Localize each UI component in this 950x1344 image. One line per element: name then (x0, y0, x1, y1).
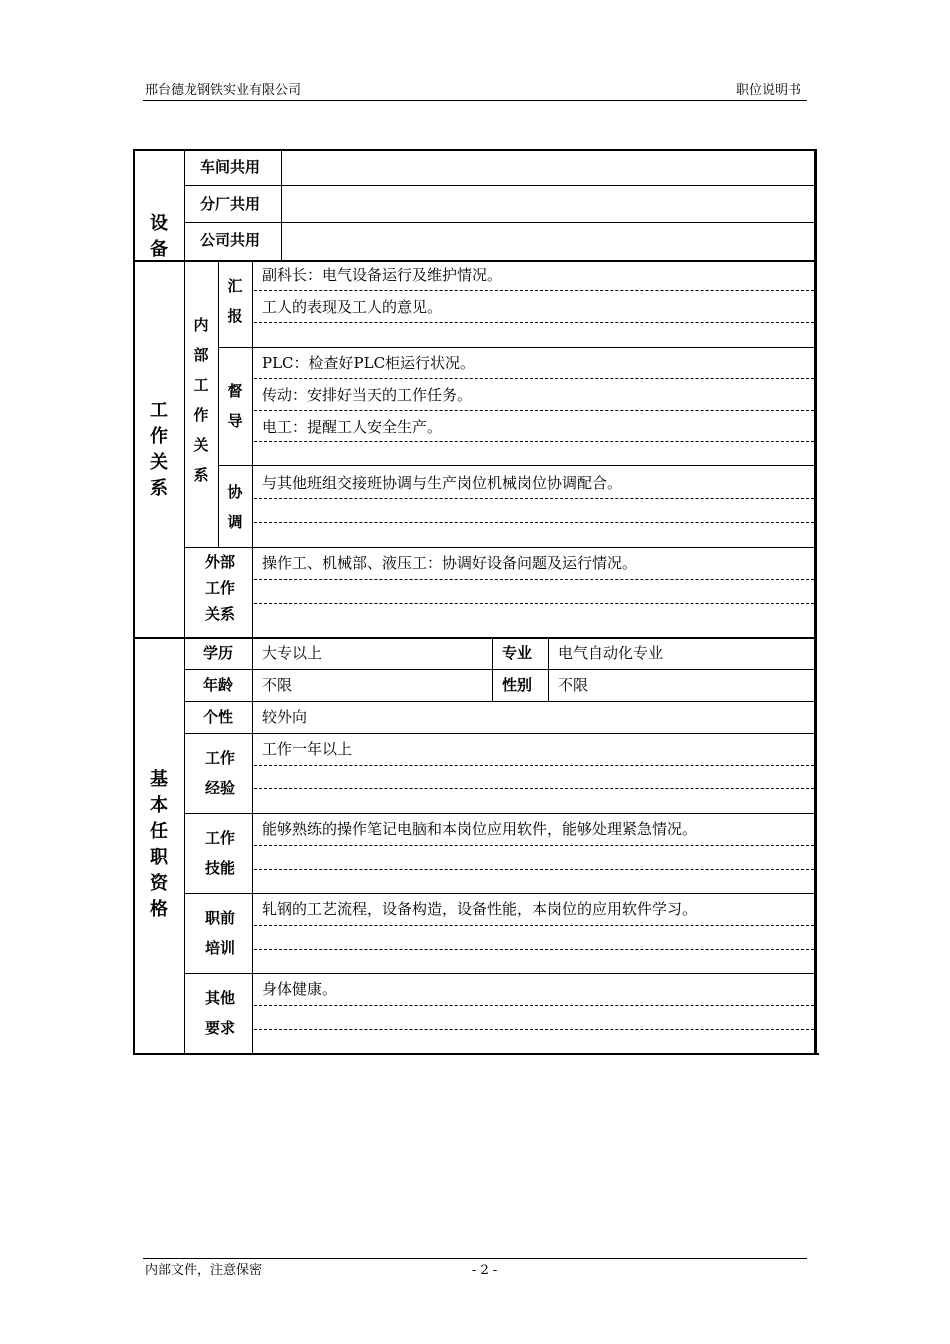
personality-label: 个性 (203, 708, 234, 726)
equipment-company-label: 公司共用 (200, 231, 261, 249)
supervise-line-3: 电工：提醒工人安全生产。 (262, 418, 443, 436)
gender-label: 性别 (502, 676, 533, 694)
footer-rule (143, 1258, 807, 1259)
section-relations-label: 工 作 关 系 (150, 400, 168, 499)
gender-value: 不限 (558, 676, 589, 694)
personality-value: 较外向 (262, 708, 308, 726)
header-doc-title: 职位说明书 (736, 83, 802, 98)
equipment-branch-label: 分厂共用 (200, 195, 261, 213)
training-value: 轧钢的工艺流程，设备构造，设备性能，本岗位的应用软件学习。 (262, 900, 698, 918)
training-label: 职前 培训 (204, 909, 235, 957)
coordinate-line-1: 与其他班组交接班协调与生产岗位机械岗位协调配合。 (262, 474, 623, 492)
supervise-line-1: PLC：检查好PLC柜运行状况。 (262, 354, 476, 372)
header-company: 邢台德龙钢铁实业有限公司 (145, 83, 302, 98)
header-rule (143, 100, 807, 101)
report-label: 汇 报 (227, 277, 243, 325)
age-label: 年龄 (203, 676, 234, 694)
supervise-label: 督 导 (227, 382, 243, 430)
skills-label: 工作 技能 (204, 829, 235, 877)
section-equipment-label: 设 备 (150, 213, 168, 260)
other-requirements-label: 其他 要求 (204, 989, 235, 1037)
coordinate-label: 协 调 (227, 483, 243, 531)
section-qualifications-label: 基 本 任 职 资 格 (150, 769, 168, 920)
supervise-line-2: 传动：安排好当天的工作任务。 (262, 386, 473, 404)
footer-page-number: - 2 - (472, 1263, 498, 1278)
experience-value: 工作一年以上 (262, 740, 353, 758)
external-line-1: 操作工、机械部、液压工：协调好设备问题及运行情况。 (262, 554, 638, 572)
report-line-2: 工人的表现及工人的意见。 (262, 298, 443, 316)
major-value: 电气自动化专业 (558, 644, 664, 662)
equipment-workshop-label: 车间共用 (200, 158, 261, 176)
education-value: 大专以上 (262, 644, 323, 662)
skills-value: 能够熟练的操作笔记电脑和本岗位应用软件，能够处理紧急情况。 (262, 820, 698, 838)
education-label: 学历 (203, 644, 234, 662)
experience-label: 工作 经验 (204, 749, 235, 797)
age-value: 不限 (262, 676, 293, 694)
major-label: 专业 (502, 644, 533, 662)
internal-relations-label: 内 部 工 作 关 系 (193, 316, 209, 484)
external-relations-label: 外部 工作 关系 (204, 553, 235, 623)
footer-note: 内部文件，注意保密 (145, 1263, 263, 1278)
report-line-1: 副科长：电气设备运行及维护情况。 (262, 266, 503, 284)
other-requirements-value: 身体健康。 (262, 980, 338, 998)
